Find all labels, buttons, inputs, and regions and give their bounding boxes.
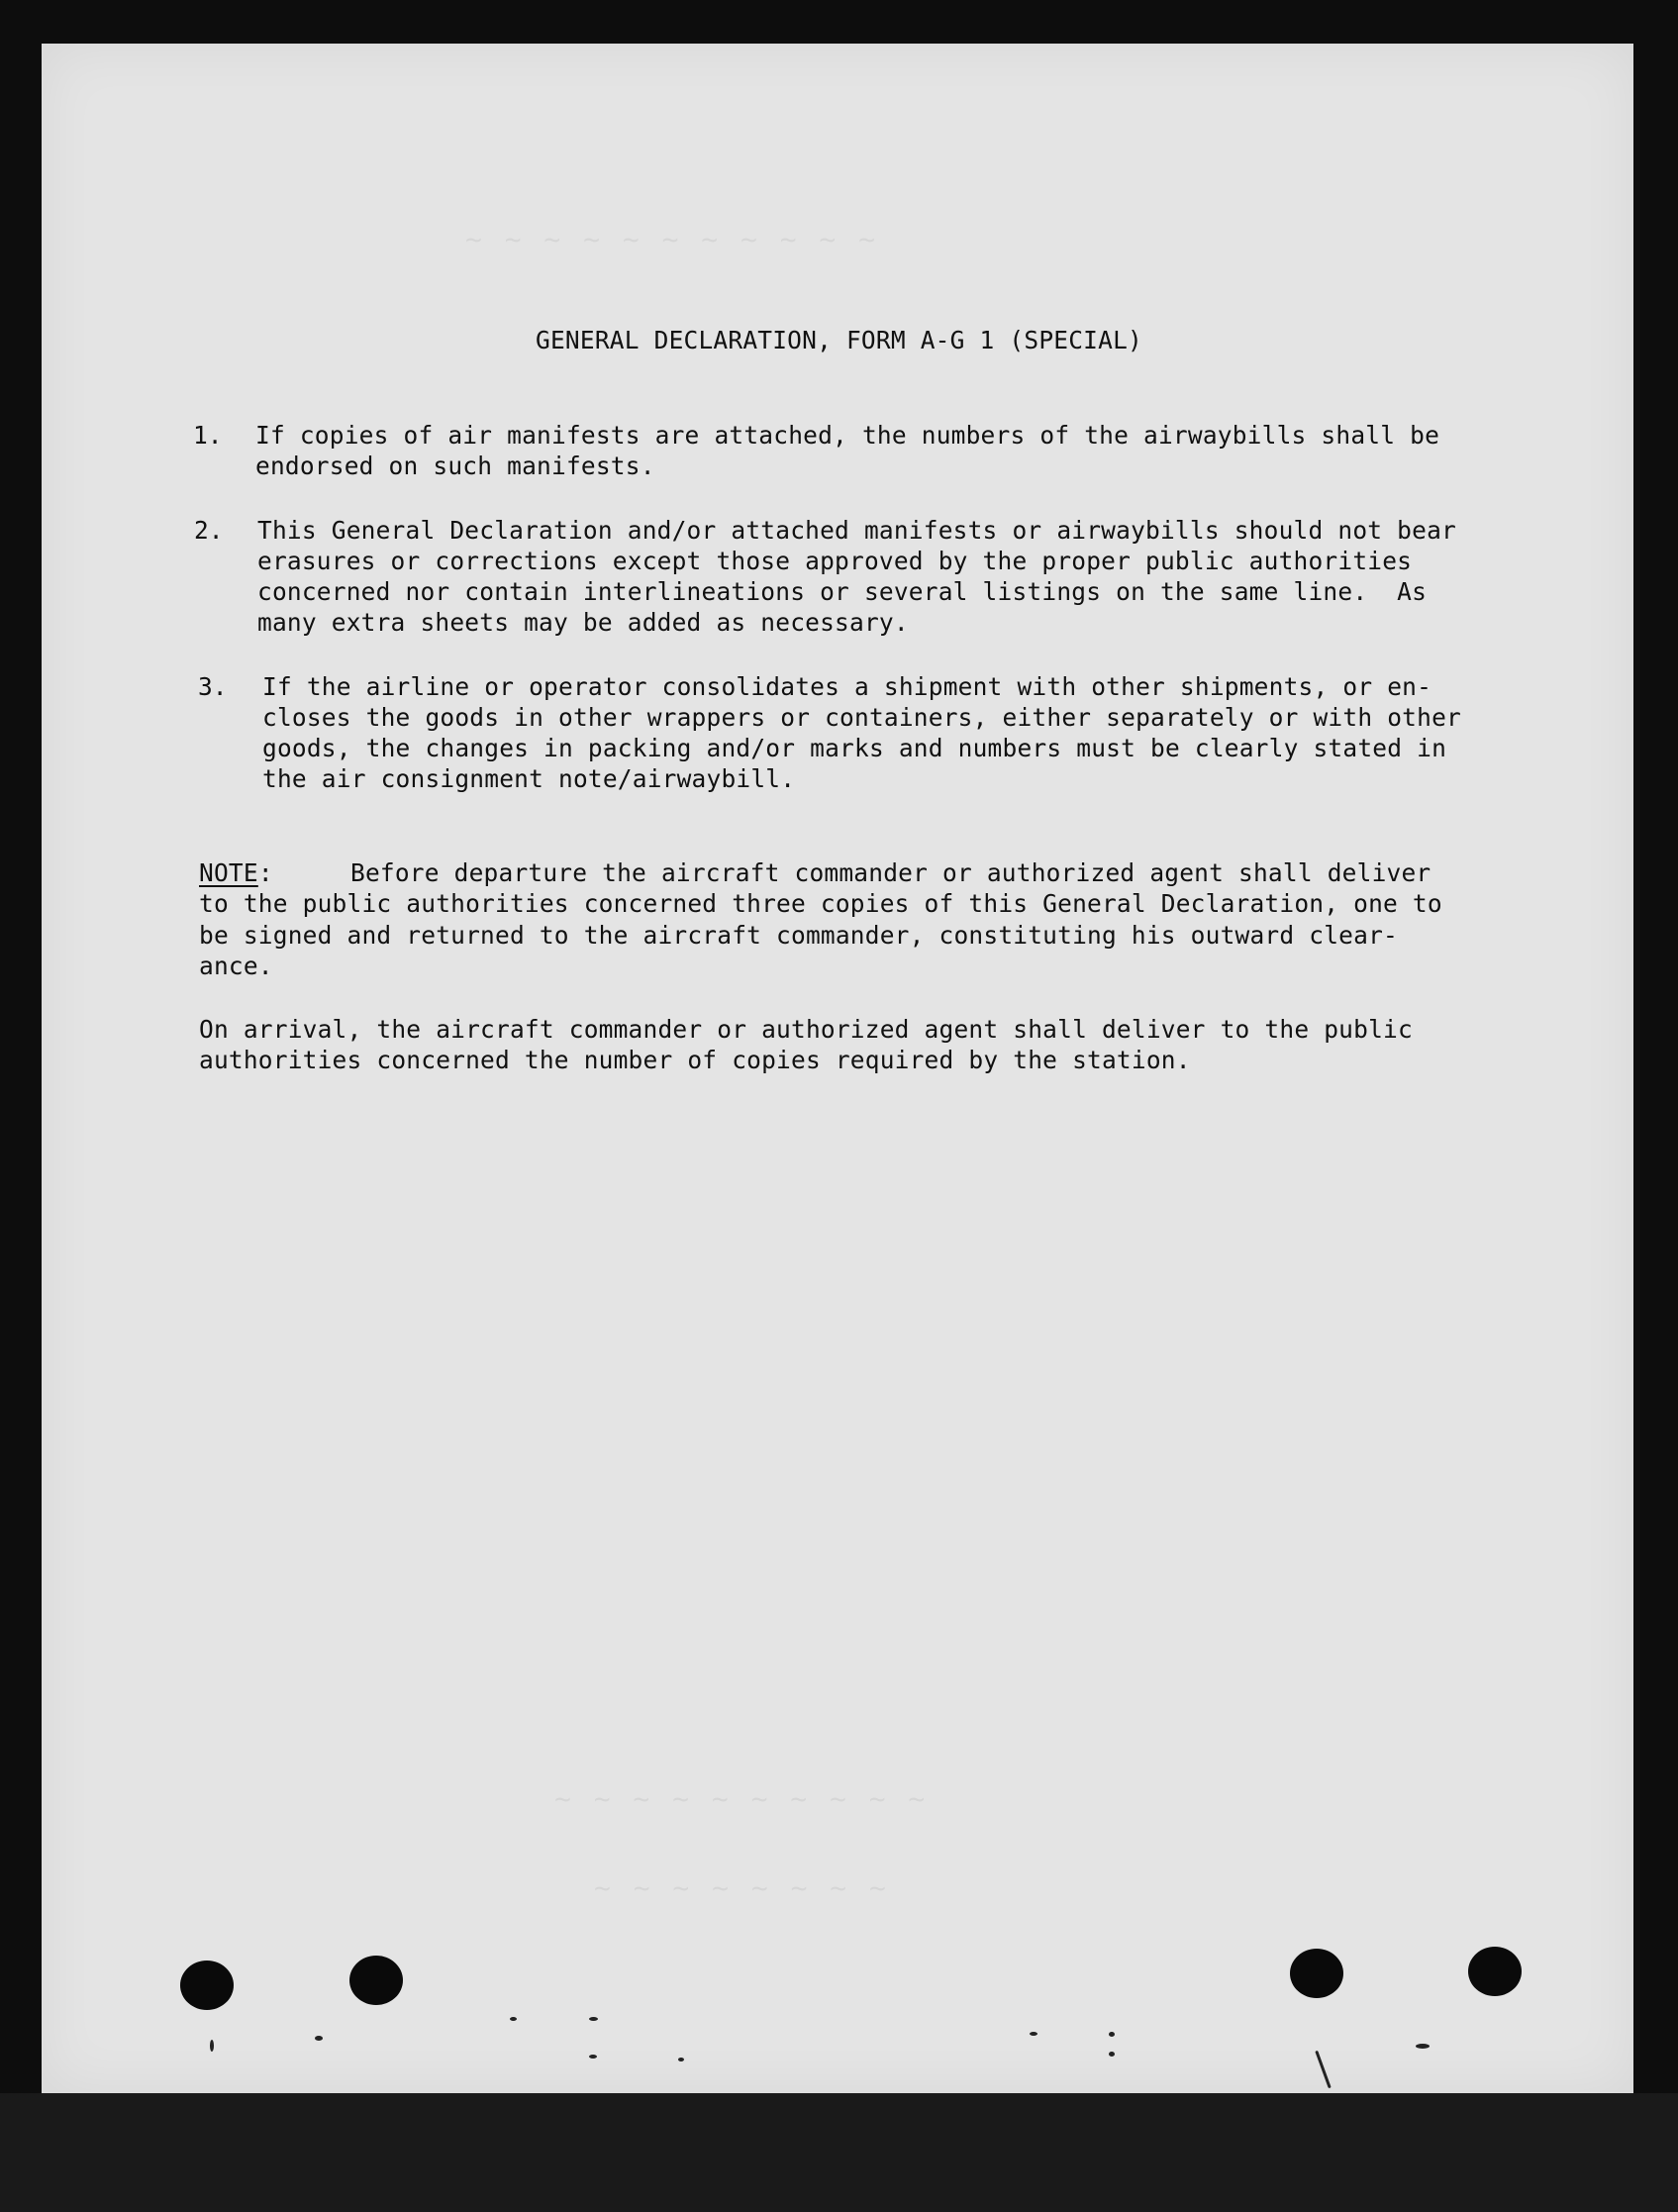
punch-hole [1468, 1947, 1522, 1996]
punch-hole [1290, 1949, 1343, 1998]
arrival-line-1: On arrival, the aircraft commander or authorized agent shall deliver to the public [199, 1015, 1413, 1044]
bleed-through-mark: ~ ~ ~ ~ ~ ~ ~ ~ ~ ~ ~ [465, 223, 879, 255]
item-1-number: 1. [193, 421, 223, 450]
item-2-line-2: erasures or corrections except those approved by the proper public authorities [257, 547, 1413, 575]
item-2-line-4: many extra sheets may be added as necessary. [257, 608, 909, 637]
scan-speck [1416, 2044, 1430, 2049]
item-2-number: 2. [194, 516, 224, 545]
item-3-line-3: goods, the changes in packing and/or marks and numbers must be clearly stated in [262, 734, 1447, 762]
item-1-line-1: If copies of air manifests are attached, the numbers of the airwaybills shall be [255, 421, 1440, 450]
punch-hole [349, 1956, 403, 2005]
item-2-line-3: concerned nor contain interlineations or several listings on the same line. As [257, 577, 1428, 606]
bleed-through-mark: ~ ~ ~ ~ ~ ~ ~ ~ ~ ~ [554, 1782, 929, 1815]
scan-speck [589, 2017, 598, 2021]
arrival-line-2: authorities concerned the number of copies required by the station. [199, 1046, 1191, 1074]
scan-speck [210, 2040, 214, 2052]
document-title: GENERAL DECLARATION, FORM A-G 1 (SPECIAL) [536, 326, 1142, 354]
bleed-through-mark: ~ ~ ~ ~ ~ ~ ~ ~ [594, 1871, 889, 1904]
item-1-line-2: endorsed on such manifests. [255, 452, 655, 480]
scan-speck [678, 2058, 684, 2061]
item-3-line-4: the air consignment note/airwaybill. [262, 764, 796, 793]
item-3-line-1: If the airline or operator consolidates a shipment with other shipments, or en- [262, 672, 1432, 701]
scan-speck [1030, 2032, 1037, 2036]
item-3-number: 3. [198, 672, 228, 701]
note-label: NOTE [199, 858, 258, 887]
punch-hole [180, 1961, 234, 2010]
note-line-4: ance. [199, 952, 273, 980]
note-paragraph-first-line [199, 857, 273, 889]
item-3-line-2: closes the goods in other wrappers or containers, either separately or with other [262, 703, 1461, 732]
note-line-2: to the public authorities concerned three copies of this General Declaration, one to [199, 889, 1442, 918]
scan-speck [1109, 2052, 1115, 2057]
note-line-1: Before departure the aircraft commander or authorized agent shall deliver [350, 858, 1431, 887]
scan-speck [510, 2017, 517, 2021]
note-line-3: be signed and returned to the aircraft commander, constituting his outward clear- [199, 921, 1398, 950]
scan-bottom-edge [0, 2093, 1678, 2212]
scan-speck [315, 2036, 323, 2041]
item-2-line-1: This General Declaration and/or attached manifests or airwaybills should not bear [257, 516, 1456, 545]
note-colon: : [257, 858, 273, 887]
scan-speck [1109, 2032, 1115, 2037]
scan-speck [589, 2055, 597, 2059]
